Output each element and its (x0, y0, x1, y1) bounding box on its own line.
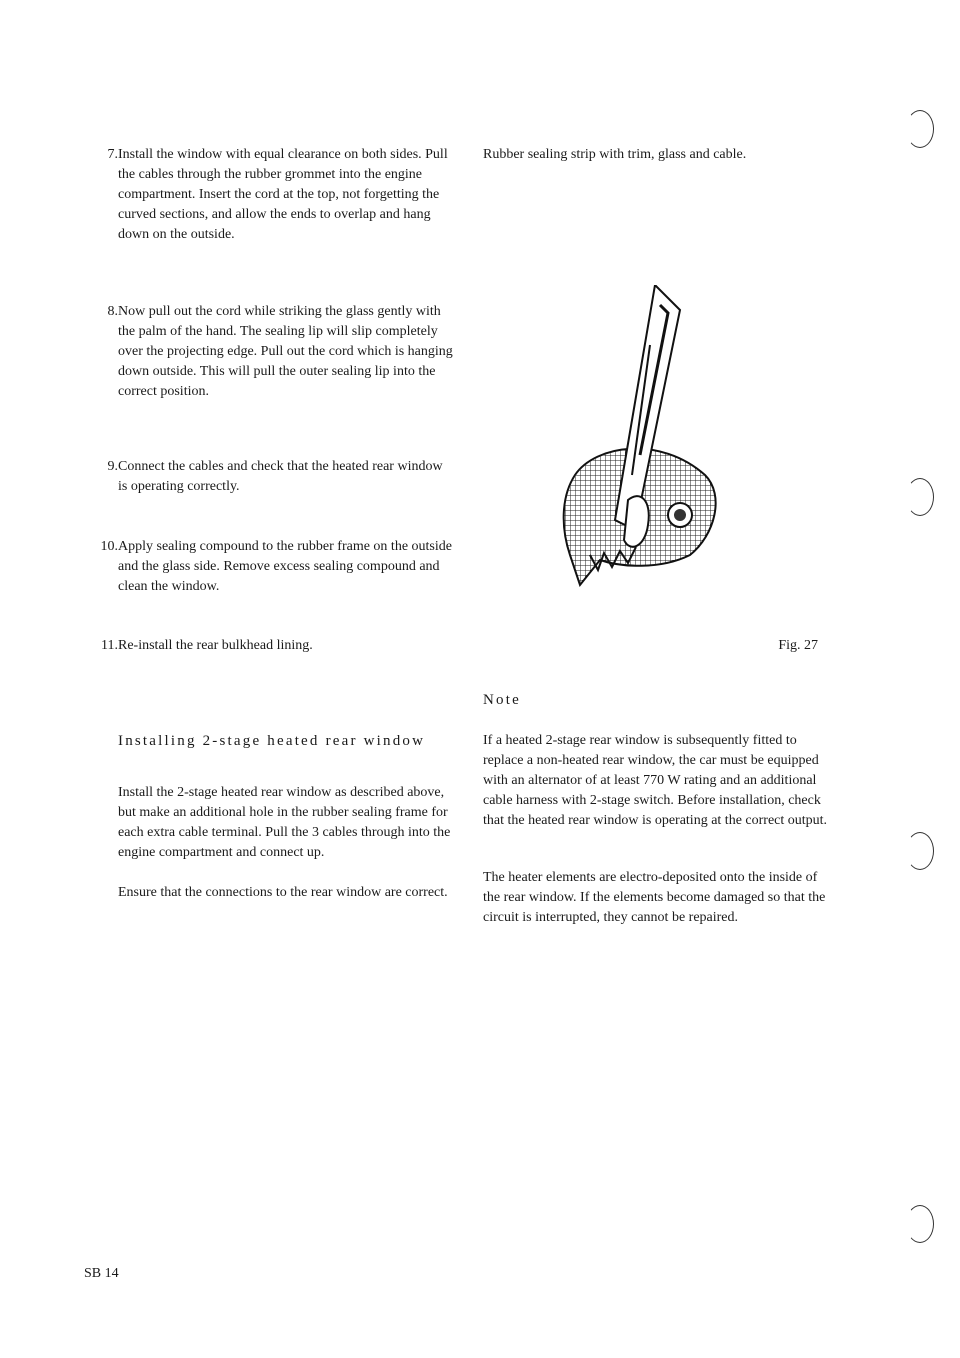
step-number: 9. (107, 459, 118, 474)
note-paragraph-2: The heater elements are electro-deposited onto the inside of the rear window. If the elements become damaged so that the circuit is interrupted, they cannot be repaired. (483, 870, 826, 925)
figure-caption: Rubber sealing strip with trim, glass and cable. (483, 147, 747, 162)
binder-hole-4 (906, 1205, 934, 1243)
step-number: 8. (107, 304, 118, 319)
step-number: 7. (107, 147, 118, 162)
step-text: Apply sealing compound to the rubber frame on the outside and the glass side. Remove excess sealing compound and clean the window. (118, 539, 452, 594)
step-number: 10. (100, 539, 118, 554)
step-text: Now pull out the cord while striking the glass gently with the palm of the hand. The sealing lip will slip completely over the projecting edge. Pull out the cord which is hanging down outside. This will pull the outer sealing lip into the correct position. (118, 304, 453, 399)
section-paragraph-1: Install the 2-stage heated rear window as described above, but make an additional hole in the rubber sealing frame for each extra cable terminal. Pull the 3 cables through into the engine compartment and connect up. (118, 785, 451, 860)
step-text: Install the window with equal clearance on both sides. Pull the cables through the rubber grommet into the engine compartment. Insert the cord at the top, not forgetting the curved sections, and allow the ends to overlap and hang down on the outside. (118, 147, 448, 242)
step-text: Re-install the rear bulkhead lining. (118, 638, 313, 653)
binder-hole-3 (906, 832, 934, 870)
note-paragraph-1: If a heated 2-stage rear window is subsequently fitted to replace a non-heated rear window, the car must be equipped with an alternator of at least 770 W rating and an additional cable harness with 2-stage switch. Before installation, check that the heated rear window is operating at the correct output. (483, 733, 828, 828)
section-paragraph-2: Ensure that the connections to the rear window are correct. (118, 885, 448, 900)
binder-hole-2 (906, 478, 934, 516)
figure-rubber-strip-illustration (540, 285, 740, 595)
step-text: Connect the cables and check that the heated rear window is operating correctly. (118, 459, 443, 494)
step-7 (84, 145, 454, 245)
figure-label: Fig. 27 (778, 638, 818, 653)
note-heading: Note (483, 692, 521, 708)
binder-hole-1 (906, 110, 934, 148)
step-number: 11. (101, 638, 118, 653)
step-9 (84, 457, 454, 497)
step-10 (84, 537, 454, 597)
section-heading: Installing 2-stage heated rear window (118, 733, 426, 749)
step-11 (84, 636, 454, 656)
page-label: SB 14 (84, 1266, 119, 1281)
step-8 (84, 302, 454, 402)
